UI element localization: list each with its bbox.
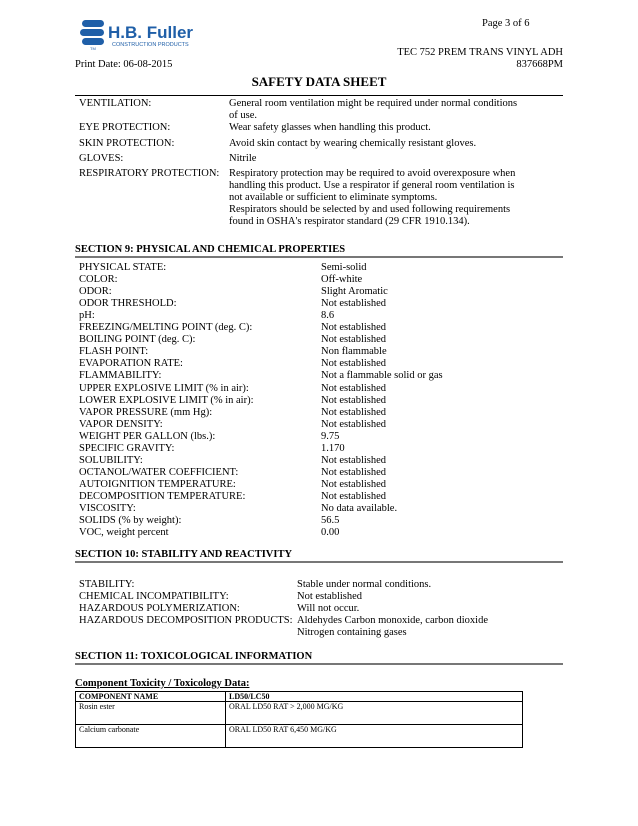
protection-label: GLOVES: (79, 153, 124, 164)
property-value: Not established (321, 395, 387, 406)
property-label: ODOR THRESHOLD: (79, 298, 177, 309)
property-label: OCTANOL/WATER COEFFICIENT: (79, 467, 239, 478)
property-value: 0.00 (321, 527, 340, 538)
protection-value: handling this product. Use a respirator if general room ventilation is (229, 180, 515, 191)
property-label: VOC, weight percent (79, 527, 169, 538)
property-label: ODOR: (79, 286, 112, 297)
hb-fuller-logo-icon (80, 16, 210, 52)
property-label: COLOR: (79, 274, 118, 285)
ld50-cell: ORAL LD50 RAT 6,450 MG/KG (226, 725, 523, 748)
title-divider (75, 95, 563, 96)
protection-value: Respirators should be selected by and used following requirements (229, 204, 511, 215)
property-value: Not established (321, 407, 387, 418)
component-name-cell: Rosin ester (76, 702, 226, 725)
stability-label: CHEMICAL INCOMPATIBILITY: (79, 591, 229, 602)
property-value: Not established (321, 491, 387, 502)
logo-tm: TM (90, 46, 96, 51)
property-value: 56.5 (321, 515, 340, 526)
section-10-divider (75, 561, 563, 563)
protection-value: found in OSHA's respirator standard (29 CFR 1910.134). (229, 216, 470, 227)
property-label: VAPOR DENSITY: (79, 419, 163, 430)
property-value: Semi-solid (321, 262, 367, 273)
protection-label: RESPIRATORY PROTECTION: (79, 168, 220, 179)
stability-value: Aldehydes Carbon monoxide, carbon dioxide (297, 615, 488, 626)
property-label: EVAPORATION RATE: (79, 358, 183, 369)
stability-value: Not established (297, 591, 363, 602)
stability-value: Nitrogen containing gases (297, 627, 407, 638)
protection-value: General room ventilation might be required under normal conditions (229, 98, 518, 109)
property-value: Not established (321, 479, 387, 490)
stability-label: HAZARDOUS DECOMPOSITION PRODUCTS: (79, 615, 293, 626)
property-label: VISCOSITY: (79, 503, 136, 514)
ld50-cell: ORAL LD50 RAT > 2,000 MG/KG (226, 702, 523, 725)
product-name: TEC 752 PREM TRANS VINYL ADH (397, 47, 563, 58)
property-value: Not established (321, 358, 387, 369)
property-label: PHYSICAL STATE: (79, 262, 167, 273)
property-label: WEIGHT PER GALLON (lbs.): (79, 431, 216, 442)
section-10-title: SECTION 10: STABILITY AND REACTIVITY (75, 549, 293, 560)
property-value: Not established (321, 383, 387, 394)
section-11-title: SECTION 11: TOXICOLOGICAL INFORMATION (75, 651, 313, 662)
protection-value: Nitrile (229, 153, 257, 164)
property-value: Not established (321, 419, 387, 430)
property-label: FLASH POINT: (79, 346, 149, 357)
product-code: 837668PM (516, 59, 563, 70)
protection-value: Wear safety glasses when handling this product. (229, 122, 431, 133)
property-label: SPECIFIC GRAVITY: (79, 443, 175, 454)
property-value: Not a flammable solid or gas (321, 370, 443, 381)
logo-subtitle: CONSTRUCTION PRODUCTS (112, 42, 189, 48)
property-label: FLAMMABILITY: (79, 370, 162, 381)
property-label: LOWER EXPLOSIVE LIMIT (% in air): (79, 395, 254, 406)
protection-value: Respiratory protection may be required to avoid overexposure when (229, 168, 516, 179)
toxicity-subtitle: Component Toxicity / Toxicology Data: (75, 678, 250, 689)
property-label: SOLUBILITY: (79, 455, 143, 466)
table-header-row (76, 692, 523, 702)
section-9-title: SECTION 9: PHYSICAL AND CHEMICAL PROPERTIES (75, 244, 346, 255)
property-value: 9.75 (321, 431, 340, 442)
property-value: No data available. (321, 503, 398, 514)
property-label: SOLIDS (% by weight): (79, 515, 182, 526)
hb-fuller-logo (80, 16, 210, 52)
column-header-ld50: LD50/LC50 (226, 692, 523, 702)
property-label: VAPOR PRESSURE (mm Hg): (79, 407, 213, 418)
protection-value: of use. (229, 110, 257, 121)
property-value: Off-white (321, 274, 363, 285)
property-value: Slight Aromatic (321, 286, 388, 297)
property-value: Not established (321, 334, 387, 345)
property-value: 8.6 (321, 310, 335, 321)
property-value: Not established (321, 455, 387, 466)
property-label: UPPER EXPLOSIVE LIMIT (% in air): (79, 383, 249, 394)
stability-value: Stable under normal conditions. (297, 579, 432, 590)
property-label: pH: (79, 310, 95, 321)
property-value: 1.170 (321, 443, 345, 454)
protection-label: SKIN PROTECTION: (79, 138, 175, 149)
protection-label: VENTILATION: (79, 98, 152, 109)
stability-label: STABILITY: (79, 579, 135, 590)
section-9-divider (75, 256, 563, 258)
protection-value: Avoid skin contact by wearing chemically resistant gloves. (229, 138, 477, 149)
protection-label: EYE PROTECTION: (79, 122, 171, 133)
document-title: SAFETY DATA SHEET (251, 74, 387, 89)
property-label: AUTOIGNITION TEMPERATURE: (79, 479, 236, 490)
print-date: Print Date: 06-08-2015 (75, 59, 173, 70)
logo-name: H.B. Fuller (108, 23, 194, 42)
stability-label: HAZARDOUS POLYMERIZATION: (79, 603, 240, 614)
column-header-component: COMPONENT NAME (76, 692, 226, 702)
toxicity-table (75, 691, 523, 748)
property-value: Not established (321, 467, 387, 478)
property-value: Not established (321, 322, 387, 333)
property-label: DECOMPOSITION TEMPERATURE: (79, 491, 246, 502)
protection-value: not available or sufficient to eliminate symptoms. (229, 192, 438, 203)
page-number: Page 3 of 6 (482, 18, 530, 29)
table-row (76, 702, 523, 725)
component-name-cell: Calcium carbonate (76, 725, 226, 748)
section-11-divider (75, 663, 563, 665)
stability-value: Will not occur. (297, 603, 360, 614)
table-row (76, 725, 523, 748)
property-value: Not established (321, 298, 387, 309)
property-label: FREEZING/MELTING POINT (deg. C): (79, 322, 253, 333)
property-value: Non flammable (321, 346, 387, 357)
property-label: BOILING POINT (deg. C): (79, 334, 196, 345)
